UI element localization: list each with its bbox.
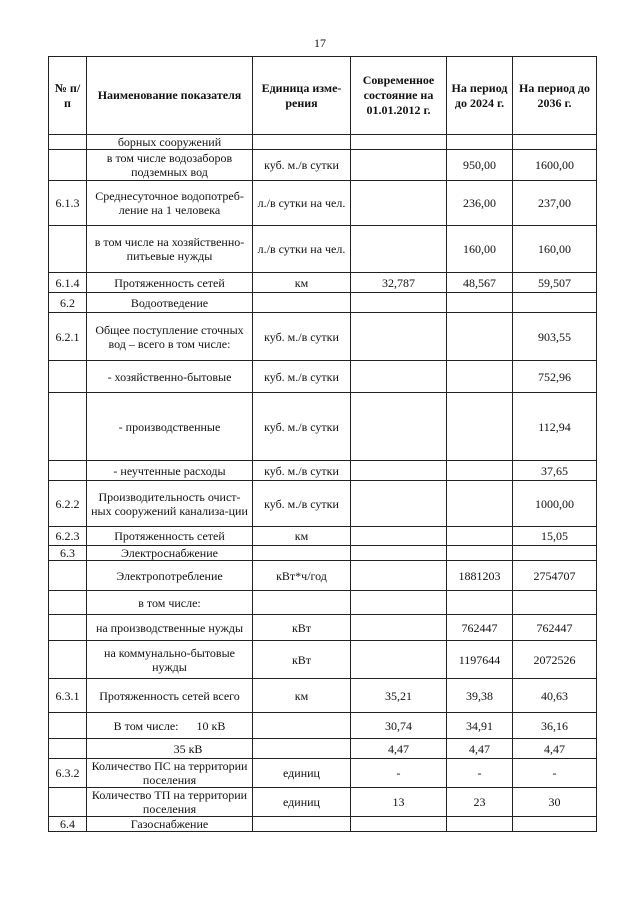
cell-num [49,150,87,181]
cell-unit [253,546,351,561]
cell-num: 6.3.1 [49,679,87,713]
table-row [49,481,597,527]
header-2024: На период до 2024 г. [447,57,513,135]
cell-2036: 30 [513,788,597,817]
header-name: Наименование показателя [87,57,253,135]
cell-unit: единиц [253,788,351,817]
cell-2024: 23 [447,788,513,817]
cell-2024: 160,00 [447,226,513,273]
cell-unit: куб. м./в сутки [253,481,351,527]
cell-2024: 39,38 [447,679,513,713]
table-row [49,739,597,759]
cell-num [49,561,87,591]
table-row [49,226,597,273]
cell-current [351,817,447,832]
table-row [49,591,597,615]
cell-2024 [447,481,513,527]
cell-num [49,591,87,615]
cell-num: 6.3.2 [49,759,87,788]
cell-name: - производственные [87,393,253,461]
table-row [49,461,597,481]
cell-name-suffix: 10 кВ [196,718,226,733]
table-row [49,527,597,546]
cell-name: 35 кВ [87,739,253,759]
cell-2024: 1197644 [447,641,513,679]
table-row [49,150,597,181]
cell-2024 [447,461,513,481]
cell-unit: л./в сутки на чел. [253,181,351,226]
cell-num [49,739,87,759]
cell-name: Общее поступление сточных вод – всего в том числе: [87,313,253,361]
cell-num [49,393,87,461]
header-unit: Единица изме-рения [253,57,351,135]
cell-2024: 950,00 [447,150,513,181]
cell-current [351,361,447,393]
cell-current [351,293,447,313]
cell-2024: 48,567 [447,273,513,293]
cell-unit [253,293,351,313]
cell-current: 32,787 [351,273,447,293]
cell-num: 6.4 [49,817,87,832]
cell-name: Протяженность сетей всего [87,679,253,713]
cell-unit [253,135,351,150]
cell-2036: 112,94 [513,393,597,461]
cell-2024 [447,591,513,615]
cell-2036: 160,00 [513,226,597,273]
cell-2024 [447,393,513,461]
cell-unit: км [253,527,351,546]
cell-num [49,135,87,150]
cell-2024: 4,47 [447,739,513,759]
indicators-table [48,56,597,832]
cell-name: в том числе на хозяйственно-питьевые нужды [87,226,253,273]
cell-current [351,527,447,546]
table-row [49,679,597,713]
cell-2024 [447,527,513,546]
cell-current: 30,74 [351,713,447,739]
page-number: 17 [314,36,326,50]
cell-2036: 1000,00 [513,481,597,527]
cell-2036: 237,00 [513,181,597,226]
cell-2036 [513,817,597,832]
cell-2036: 15,05 [513,527,597,546]
cell-2024 [447,135,513,150]
table-row [49,615,597,641]
cell-2036: 752,96 [513,361,597,393]
cell-2036: 903,55 [513,313,597,361]
cell-name: Протяженность сетей [87,273,253,293]
cell-unit: км [253,273,351,293]
cell-current [351,226,447,273]
cell-unit: куб. м./в сутки [253,393,351,461]
cell-current [351,135,447,150]
cell-current [351,461,447,481]
cell-name: в том числе: [87,591,253,615]
cell-num [49,615,87,641]
cell-unit: единиц [253,759,351,788]
table-row [49,393,597,461]
cell-num: 6.1.3 [49,181,87,226]
cell-name: Электропотребление [87,561,253,591]
cell-current [351,313,447,361]
cell-name: Количество ТП на территории поселения [87,788,253,817]
cell-name: Водоотведение [87,293,253,313]
table-row [49,361,597,393]
cell-num [49,361,87,393]
cell-2036: 40,63 [513,679,597,713]
header-num: № п/п [49,57,87,135]
table-row [49,546,597,561]
cell-2024 [447,546,513,561]
cell-name: - хозяйственно-бытовые [87,361,253,393]
table-row [49,293,597,313]
cell-2036: 4,47 [513,739,597,759]
table-row [49,788,597,817]
cell-2024 [447,313,513,361]
cell-2024 [447,817,513,832]
cell-num [49,461,87,481]
cell-num: 6.1.4 [49,273,87,293]
cell-2036: 762447 [513,615,597,641]
cell-unit: куб. м./в сутки [253,313,351,361]
cell-2036: 2754707 [513,561,597,591]
table-header-row [49,57,597,135]
cell-2036 [513,293,597,313]
cell-unit [253,713,351,739]
cell-name: Газоснабжение [87,817,253,832]
cell-unit [253,591,351,615]
cell-current [351,546,447,561]
cell-name: на коммунально-бытовые нужды [87,641,253,679]
cell-name: - неучтенные расходы [87,461,253,481]
cell-2036 [513,591,597,615]
cell-2024: 1881203 [447,561,513,591]
cell-num: 6.2.1 [49,313,87,361]
cell-current [351,591,447,615]
cell-num: 6.2 [49,293,87,313]
cell-2024 [447,293,513,313]
table-row [49,273,597,293]
cell-2036: 59,507 [513,273,597,293]
cell-current: 13 [351,788,447,817]
cell-num: 6.2.3 [49,527,87,546]
cell-num: 6.2.2 [49,481,87,527]
cell-current [351,150,447,181]
cell-current [351,481,447,527]
cell-2036 [513,135,597,150]
cell-unit [253,739,351,759]
cell-2036: 37,65 [513,461,597,481]
cell-name: в том числе водозаборов подземных вод [87,150,253,181]
cell-unit: кВт*ч/год [253,561,351,591]
cell-name-prefix: В том числе: [113,718,179,733]
cell-name: на производственные нужды [87,615,253,641]
cell-unit: кВт [253,641,351,679]
cell-2036: - [513,759,597,788]
table-row [49,313,597,361]
table-row [49,641,597,679]
cell-2024: - [447,759,513,788]
cell-unit [253,817,351,832]
cell-name [87,713,253,739]
cell-2024: 236,00 [447,181,513,226]
table-row [49,713,597,739]
cell-current [351,181,447,226]
header-current: Современное состояние на 01.01.2012 г. [351,57,447,135]
header-2036: На период до 2036 г. [513,57,597,135]
cell-name: Количество ПС на территории поселения [87,759,253,788]
cell-num [49,641,87,679]
cell-unit: л./в сутки на чел. [253,226,351,273]
cell-num [49,226,87,273]
cell-name: Производительность очист-ных сооружений канализа-ции [87,481,253,527]
cell-num [49,788,87,817]
cell-num [49,713,87,739]
cell-2036 [513,546,597,561]
cell-2024: 762447 [447,615,513,641]
cell-current: 4,47 [351,739,447,759]
cell-2036: 1600,00 [513,150,597,181]
cell-2036: 36,16 [513,713,597,739]
cell-2036: 2072526 [513,641,597,679]
table-row [49,135,597,150]
cell-current [351,561,447,591]
cell-current: 35,21 [351,679,447,713]
cell-num: 6.3 [49,546,87,561]
cell-unit: куб. м./в сутки [253,150,351,181]
cell-current: - [351,759,447,788]
table-row [49,817,597,832]
cell-unit: кВт [253,615,351,641]
table-row [49,759,597,788]
cell-current [351,393,447,461]
cell-name: Среднесуточное водопотреб-ление на 1 человека [87,181,253,226]
table-row [49,181,597,226]
cell-2024 [447,361,513,393]
table-row [49,561,597,591]
cell-unit: куб. м./в сутки [253,361,351,393]
cell-unit: куб. м./в сутки [253,461,351,481]
cell-name: борных сооружений [87,135,253,150]
cell-name: Протяженность сетей [87,527,253,546]
cell-current [351,641,447,679]
cell-unit: км [253,679,351,713]
cell-name: Электроснабжение [87,546,253,561]
cell-current [351,615,447,641]
cell-2024: 34,91 [447,713,513,739]
